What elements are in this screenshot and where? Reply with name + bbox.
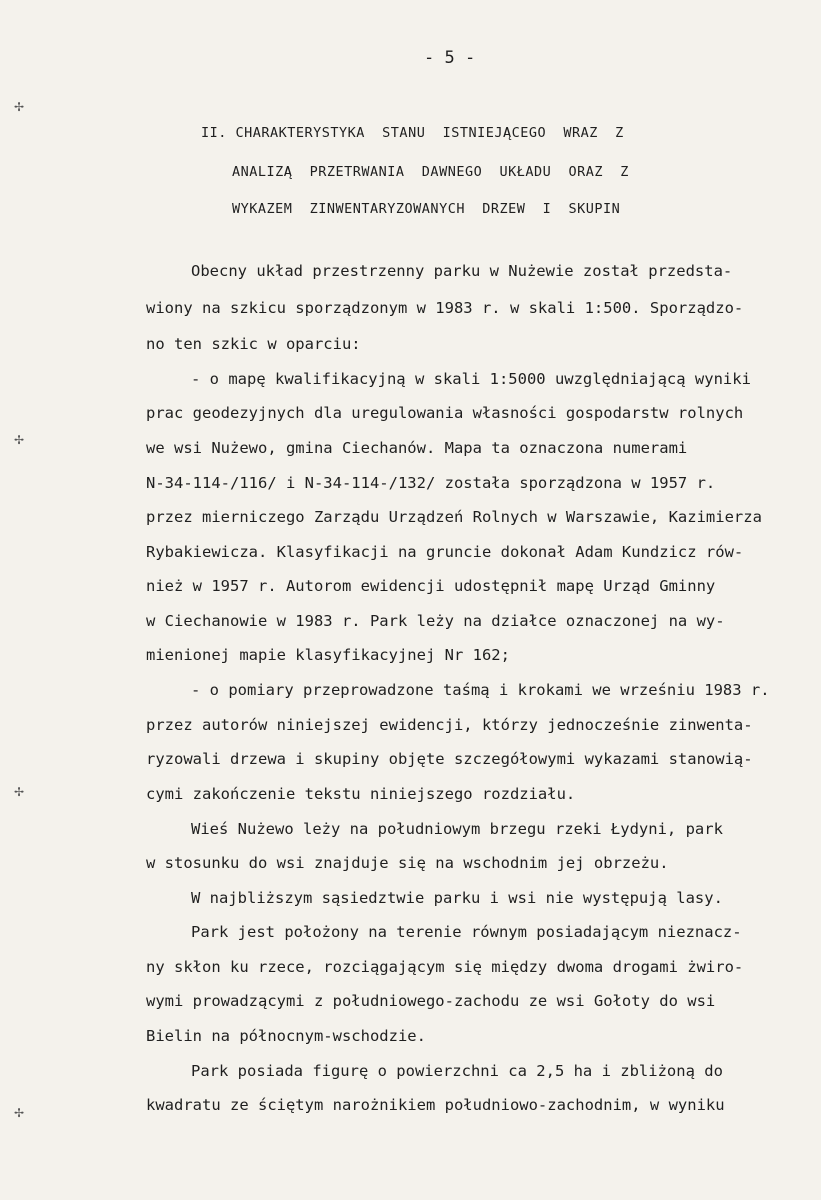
body-line: wiony na szkicu sporządzonym w 1983 r. w skali 1:500. Sporządzo- [146,299,744,317]
body-line: ny skłon ku rzece, rozciągającym się między dwoma drogami żwiro- [146,958,744,976]
punch-mark: ✢ [14,433,25,447]
body-line: w Ciechanowie w 1983 r. Park leży na działce oznaczonej na wy- [146,612,725,630]
section-heading-line-2: ANALIZĄ PRZETRWANIA DAWNEGO UKŁADU ORAZ Z [232,164,629,180]
body-line: Obecny układ przestrzenny parku w Nużewie został przedsta- [191,262,733,280]
body-line: wymi prowadzącymi z południowego-zachodu ze wsi Gołoty do wsi [146,992,716,1010]
section-heading-line-1: II. CHARAKTERYSTYKA STANU ISTNIEJĄCEGO WRAZ Z [201,125,624,141]
body-line: przez autorów niniejszej ewidencji, którzy jednocześnie zinwenta- [146,716,753,734]
body-line: Park posiada figurę o powierzchni ca 2,5 ha i zbliżoną do [191,1062,723,1080]
punch-mark: ✢ [14,1106,25,1120]
body-line: mienionej mapie klasyfikacyjnej Nr 162; [146,646,510,664]
body-line: - o mapę kwalifikacyjną w skali 1:5000 uwzględniającą wyniki [191,370,751,388]
body-line: ryzowali drzewa i skupiny objęte szczegółowymi wykazami stanowią- [146,750,753,768]
punch-mark: ✢ [14,785,25,799]
body-line: Park jest położony na terenie równym posiadającym nieznacz- [191,923,742,941]
body-line: nież w 1957 r. Autorom ewidencji udostępnił mapę Urząd Gminny [146,577,716,595]
body-line: Rybakiewicza. Klasyfikacji na gruncie dokonał Adam Kundzicz rów- [146,543,744,561]
body-line: - o pomiary przeprowadzone taśmą i krokami we wrześniu 1983 r. [191,681,770,699]
body-line: w stosunku do wsi znajduje się na wschodnim jej obrzeżu. [146,854,669,872]
body-line: przez mierniczego Zarządu Urządzeń Rolnych w Warszawie, Kazimierza [146,508,762,526]
body-line: W najbliższym sąsiedztwie parku i wsi nie występują lasy. [191,889,723,907]
body-line: cymi zakończenie tekstu niniejszego rozdziału. [146,785,576,803]
body-line: prac geodezyjnych dla uregulowania własności gospodarstw rolnych [146,404,744,422]
page-number: - 5 - [424,48,476,68]
punch-mark: ✢ [14,100,25,114]
body-line: Bielin na północnym-wschodzie. [146,1027,426,1045]
body-line: no ten szkic w oparciu: [146,335,361,353]
body-line: N-34-114-/116/ i N-34-114-/132/ została sporządzona w 1957 r. [146,474,716,492]
body-line: we wsi Nużewo, gmina Ciechanów. Mapa ta oznaczona numerami [146,439,688,457]
body-line: kwadratu ze ściętym narożnikiem południowo-zachodnim, w wyniku [146,1096,725,1114]
section-heading-line-3: WYKAZEM ZINWENTARYZOWANYCH DRZEW I SKUPIN [232,201,621,217]
body-line: Wieś Nużewo leży na południowym brzegu rzeki Łydyni, park [191,820,723,838]
